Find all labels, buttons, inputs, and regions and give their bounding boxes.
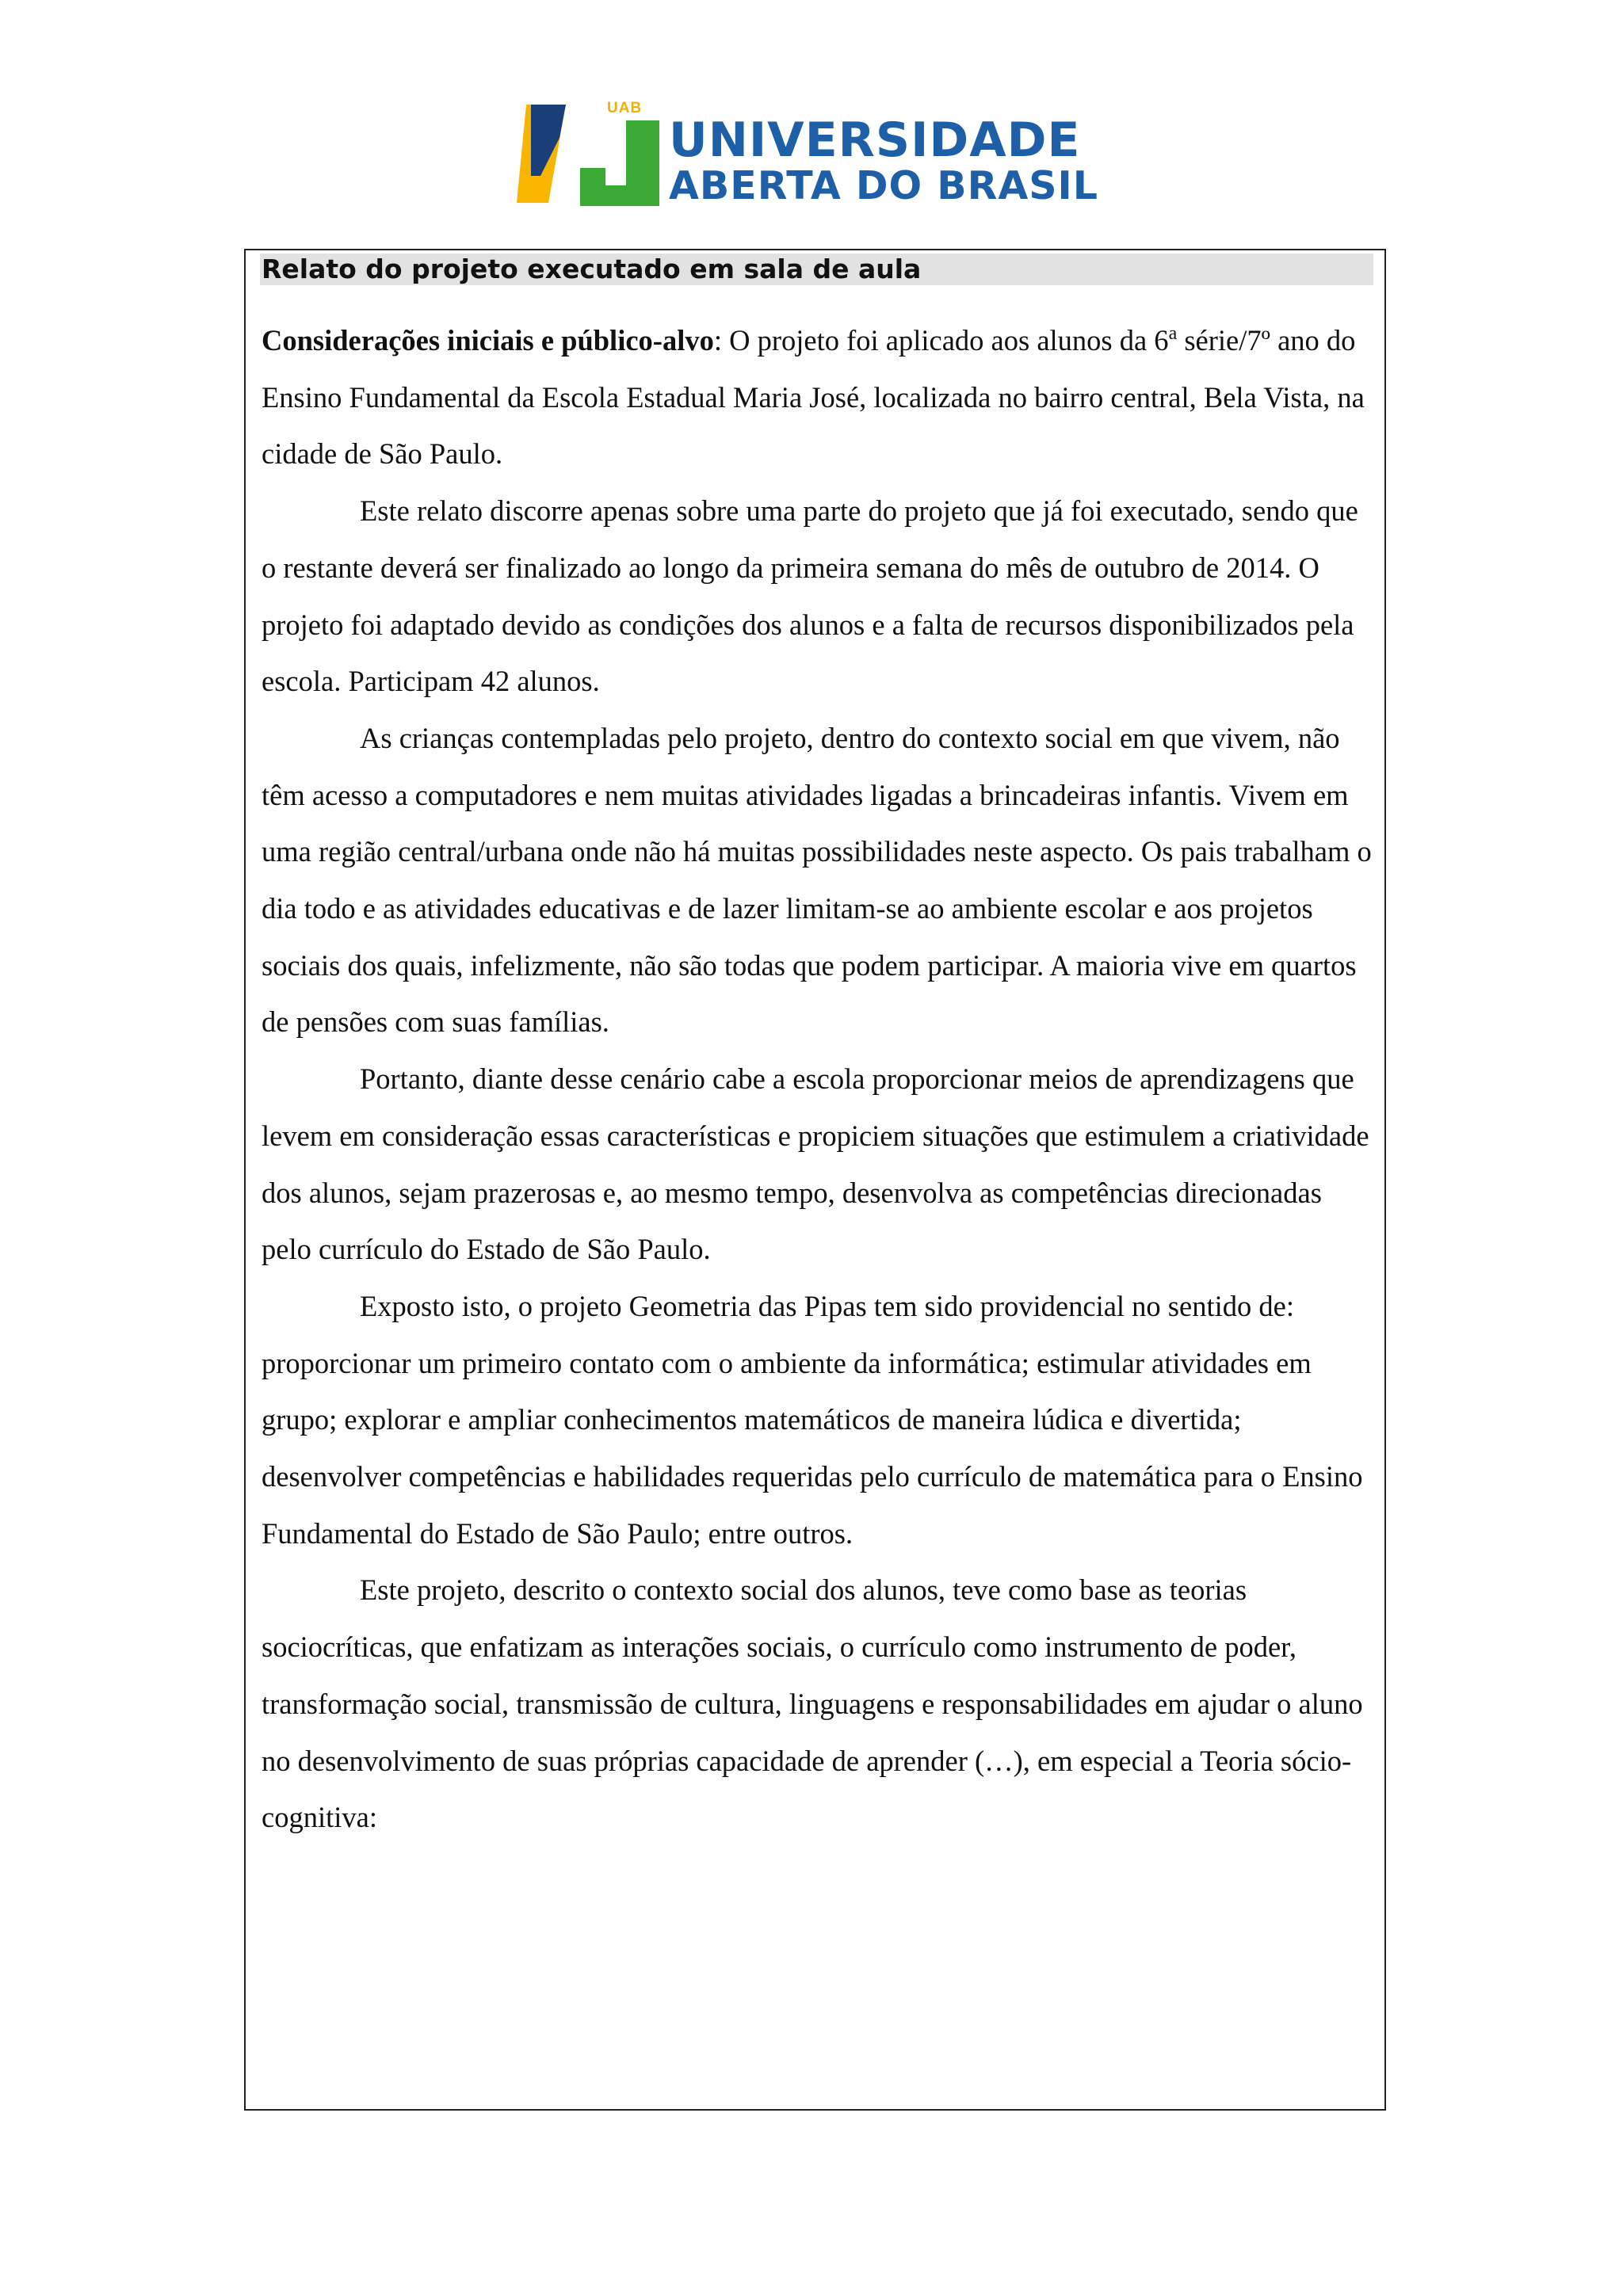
- body-paragraph: Exposto isto, o projeto Geometria das Pipas tem sido providencial no sentido de: proporcionar um primeiro contato com o ambiente da informática; estimular atividades em grupo; explorar e ampliar conhecimentos matemáticos de maneira lúdica e divertida; desenvolver competências e habilidades requeridas pelo currículo de matemática para o Ensino Fundamental do Estado de São Paulo; entre outros.: [262, 1289, 1363, 1550]
- report-body: [262, 312, 1373, 1846]
- body-paragraph: Este projeto, descrito o contexto social dos alunos, teve como base as teorias sociocríticas, que enfatizam as interações sociais, o currículo como instrumento de poder, transformação social, transmissão de cultura, linguagens e responsabilidades em ajudar o aluno no desenvolvimento de suas próprias capacidade de aprender (…), em especial a Teoria sócio-cognitiva:: [262, 1573, 1363, 1834]
- logo-title-line2: ABERTA DO BRASIL: [669, 163, 1099, 208]
- logo-title-line1: UNIVERSIDADE: [669, 113, 1081, 168]
- body-paragraph: As crianças contempladas pelo projeto, dentro do contexto social em que vivem, não têm acesso a computadores e nem muitas atividades ligadas a brincadeiras infantis. Vivem em uma região central/urbana onde não há muitas possibilidades neste aspecto. Os pais trabalham o dia todo e as atividades educativas e de lazer limitam-se ao ambiente escolar e aos projetos sociais dos quais, infelizmente, não são todas que podem participar. A maioria vive em quartos de pensões com suas famílias.: [262, 721, 1372, 1039]
- intro-text-start: : O projeto foi aplicado aos alunos da 6: [713, 324, 1169, 357]
- report-box: [244, 249, 1386, 2111]
- intro-label: Considerações iniciais e público-alvo: [262, 324, 714, 357]
- body-paragraph: Este relato discorre apenas sobre uma parte do projeto que já foi executado, sendo que o restante deverá ser finalizado ao longo da primeira semana do mês de outubro de 2014. O projeto foi adaptado devido as condições dos alunos e a falta de recursos disponibilizados pela escola. Participam 42 alunos.: [262, 494, 1358, 698]
- section-heading: Relato do projeto executado em sala de aula: [260, 254, 1373, 285]
- body-paragraph: Portanto, diante desse cenário cabe a escola proporcionar meios de aprendizagens que levem em consideração essas características e propiciem situações que estimulem a criatividade dos alunos, sejam prazerosas e, ao mesmo tempo, desenvolva as competências direcionadas pelo currículo do Estado de São Paulo.: [262, 1062, 1369, 1266]
- logo-badge-text: UAB: [607, 100, 643, 116]
- intro-paragraph: [262, 312, 1373, 482]
- uab-logo: [517, 100, 1119, 211]
- intro-superscript: a: [1168, 323, 1178, 344]
- intro-text-end: série/7º ano do Ensino Fundamental da Escola Estadual Maria José, localizada no bairro central, Bela Vista, na cidade de São Paulo.: [262, 324, 1365, 471]
